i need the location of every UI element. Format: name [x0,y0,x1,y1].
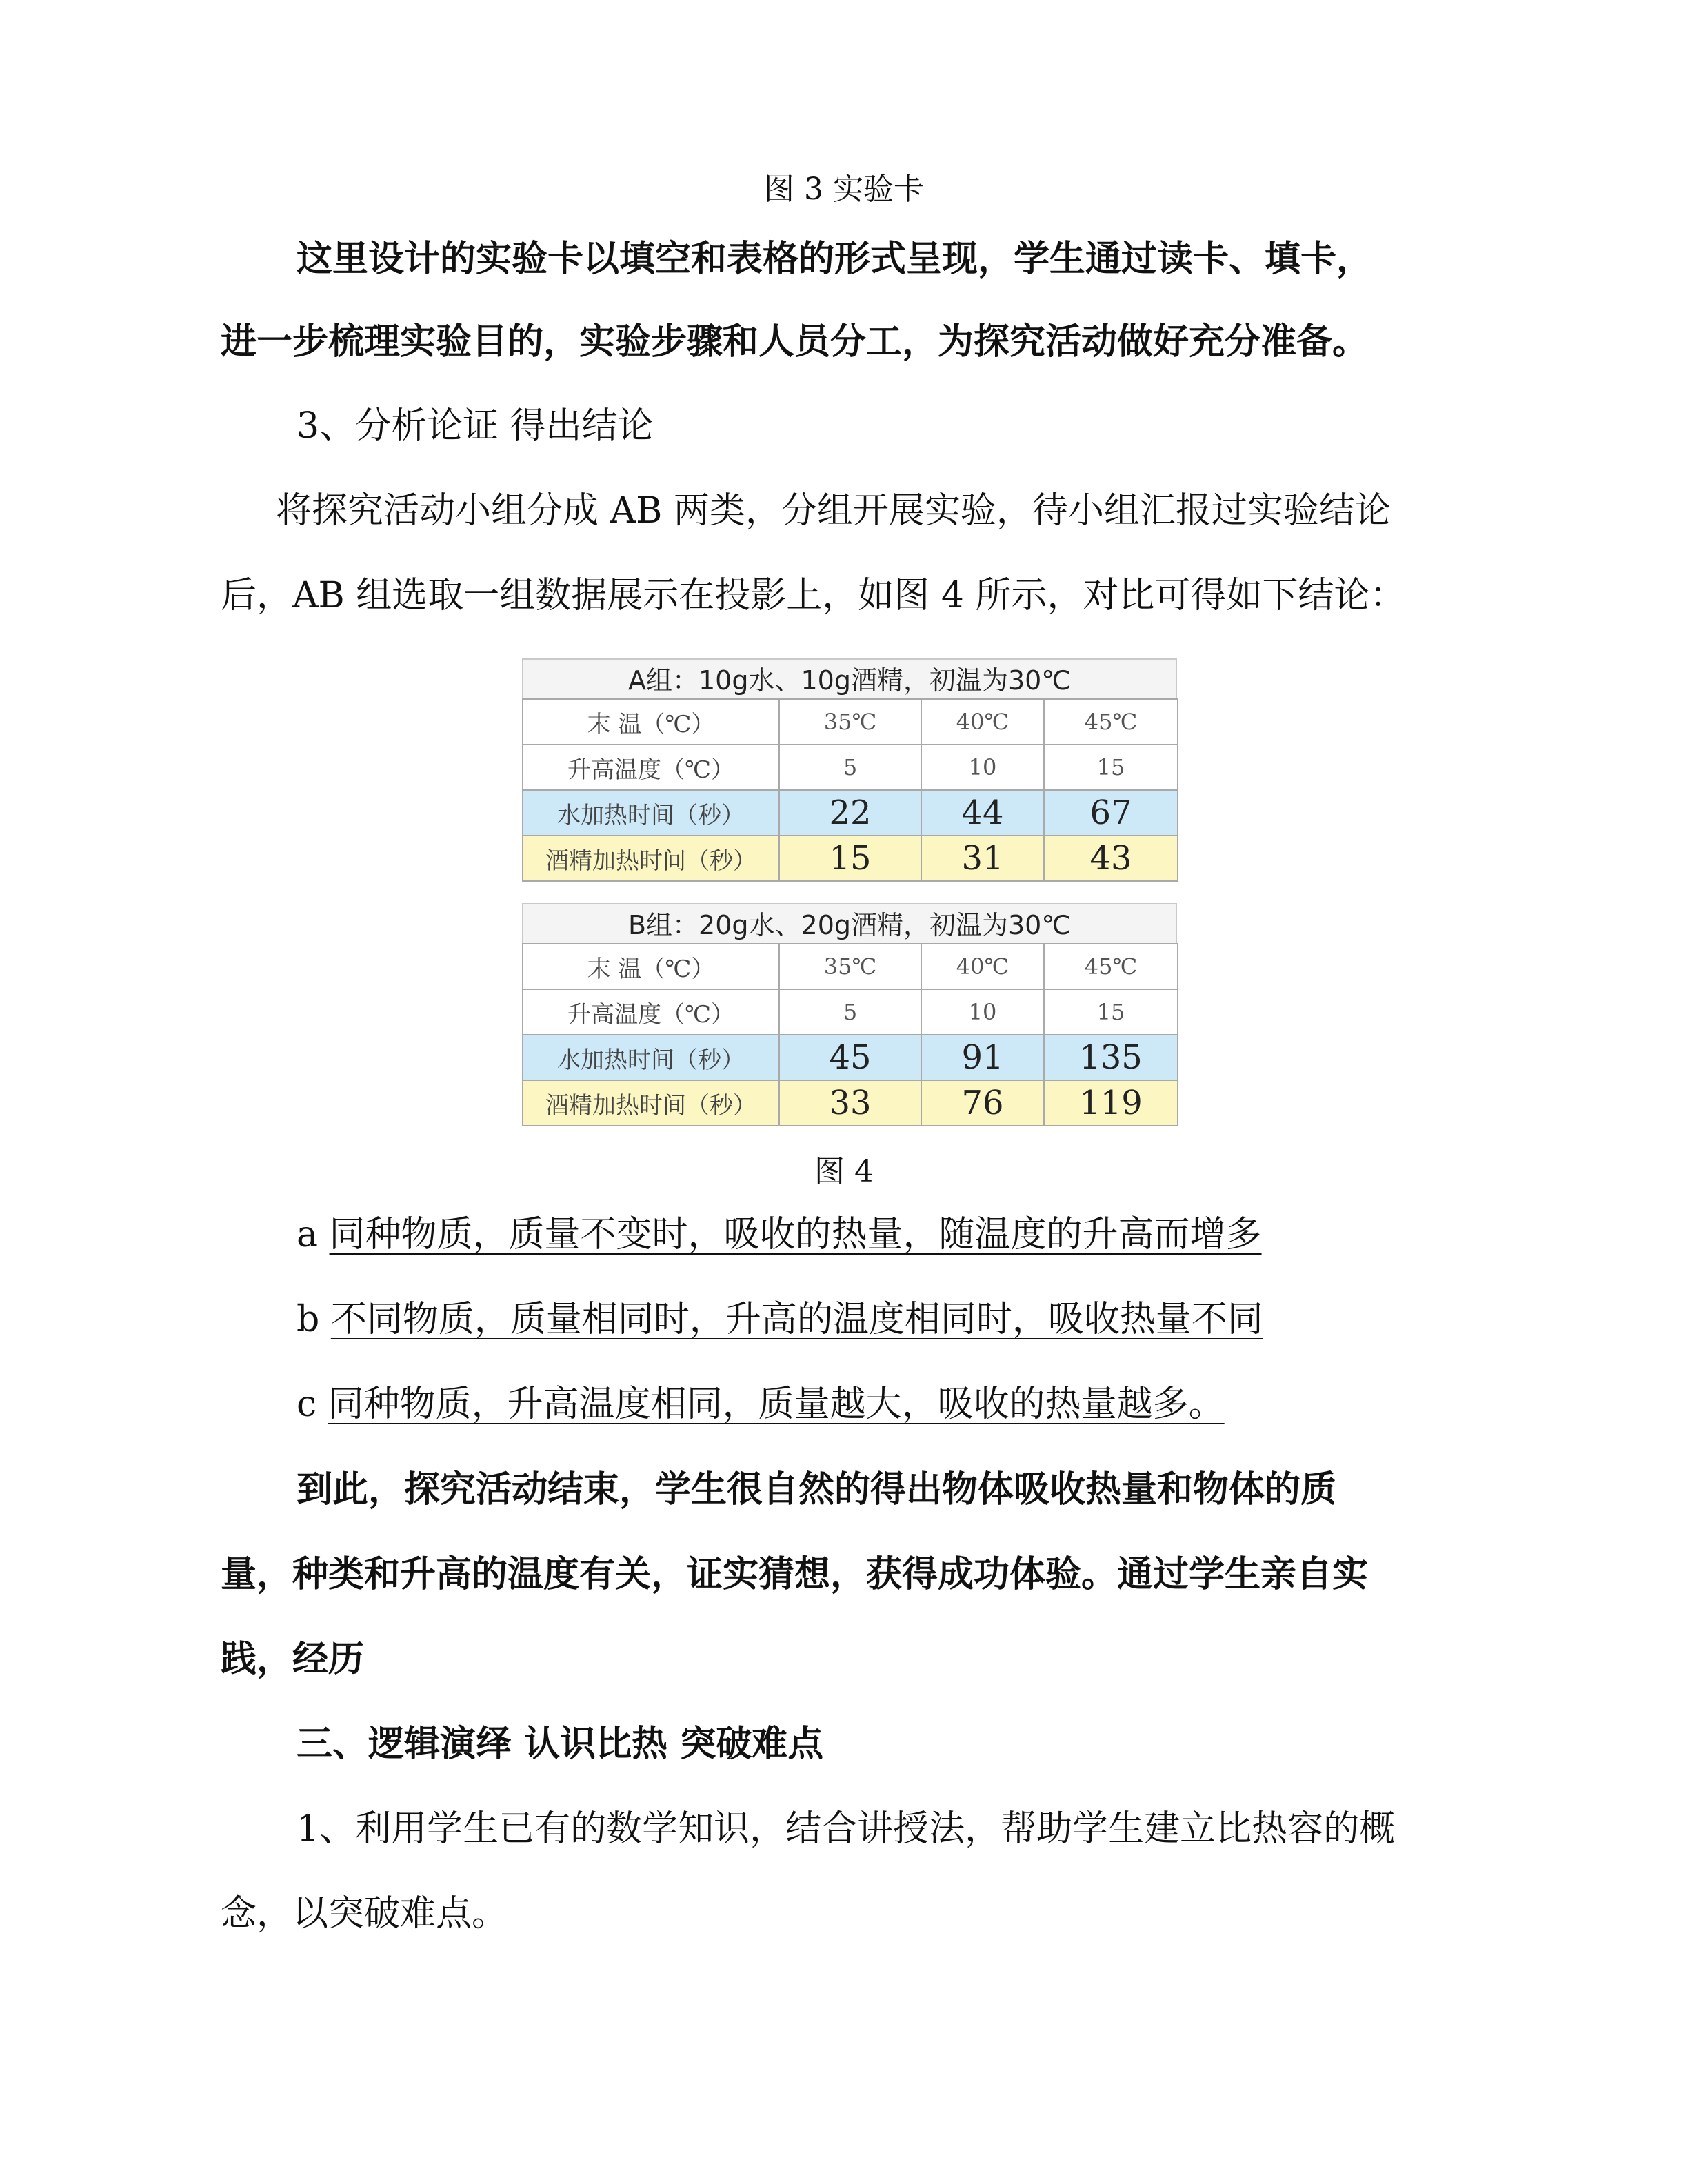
table-cell: 76 [921,1080,1044,1126]
conclusion-text: 同种物质，质量不变时，吸收的热量，随温度的升高而增多 [329,1214,1262,1255]
table-cell: 135 [1044,1035,1178,1080]
row-label: 水加热时间（秒） [523,1035,779,1080]
conclusion-a [297,1210,1538,1260]
paragraph-3-line-3: 践，经历 [221,1638,365,1680]
conclusion-text: 同种物质，升高温度相同，质量越大，吸收的热量越多。 [328,1384,1225,1425]
table-cell: 33 [779,1080,921,1126]
figure-3-caption: 图 3 实验卡 [764,172,924,207]
table-cell: 44 [921,790,1044,836]
table-row-alcohol [523,1080,1178,1126]
row-label: 末 温（℃） [523,699,779,745]
paragraph-2-line-2: 后，AB 组选取一组数据展示在投影上，如图 4 所示，对比可得如下结论： [221,575,1406,616]
conclusion-prefix: a [297,1214,330,1255]
table-cell: 5 [779,989,921,1035]
table-cell: 31 [921,836,1044,881]
paragraph-4-line-2: 念，以突破难点。 [221,1893,508,1934]
group-a-table [522,698,1178,882]
row-label: 末 温（℃） [523,944,779,989]
table-row-alcohol [523,836,1178,881]
section-3-heading: 3、分析论证 得出结论 [297,405,654,447]
table-cell: 10 [921,745,1044,790]
table-cell: 15 [779,836,921,881]
table-cell: 91 [921,1035,1044,1080]
section-three-heading: 三、逻辑演绎 认识比热 突破难点 [297,1723,824,1765]
table-cell: 15 [1044,745,1178,790]
table-cell: 45℃ [1044,944,1178,989]
row-label: 升高温度（℃） [523,989,779,1035]
conclusion-c [297,1379,1538,1429]
table-cell: 35℃ [779,699,921,745]
table-row-water [523,1035,1178,1080]
table-cell: 35℃ [779,944,921,989]
paragraph-4-line-1: 1、利用学生已有的数学知识，结合讲授法，帮助学生建立比热容的概 [297,1808,1396,1850]
paragraph-3-line-1: 到此，探究活动结束，学生很自然的得出物体吸收热量和物体的质 [297,1468,1337,1510]
paragraph-1-line-2: 进一步梳理实验目的，实验步骤和人员分工，为探究活动做好充分准备。 [221,321,1369,363]
group-a-title: A组：10g水、10g酒精，初温为30℃ [522,658,1177,700]
paragraph-1-line-1: 这里设计的实验卡以填空和表格的形式呈现，学生通过读卡、填卡， [297,238,1373,280]
conclusion-prefix: c [297,1384,328,1425]
table-cell: 15 [1044,989,1178,1035]
table-cell: 5 [779,745,921,790]
row-label: 水加热时间（秒） [523,790,779,836]
row-label: 酒精加热时间（秒） [523,1080,779,1126]
table-row [523,944,1178,989]
conclusion-b [297,1295,1538,1344]
table-cell: 40℃ [921,699,1044,745]
table-row-water [523,790,1178,836]
group-b-table [522,943,1178,1126]
table-cell: 22 [779,790,921,836]
paragraph-2-line-1: 将探究活动小组分成 AB 两类，分组开展实验，待小组汇报过实验结论 [276,490,1391,532]
paragraph-3-line-2: 量，种类和升高的温度有关，证实猜想，获得成功体验。通过学生亲自实 [221,1553,1369,1595]
row-label: 升高温度（℃） [523,745,779,790]
table-cell: 119 [1044,1080,1178,1126]
group-b-title: B组：20g水、20g酒精，初温为30℃ [522,903,1177,944]
figure-4-caption: 图 4 [814,1154,874,1189]
row-label: 酒精加热时间（秒） [523,836,779,881]
table-row [523,745,1178,790]
conclusion-text: 不同物质，质量相同时，升高的温度相同时，吸收热量不同 [330,1299,1263,1340]
table-cell: 10 [921,989,1044,1035]
conclusion-prefix: b [297,1299,331,1340]
table-row [523,989,1178,1035]
table-row [523,699,1178,745]
figure-4-data-tables [522,658,1177,1122]
table-cell: 45 [779,1035,921,1080]
table-cell: 43 [1044,836,1178,881]
table-cell: 67 [1044,790,1178,836]
table-cell: 40℃ [921,944,1044,989]
table-cell: 45℃ [1044,699,1178,745]
